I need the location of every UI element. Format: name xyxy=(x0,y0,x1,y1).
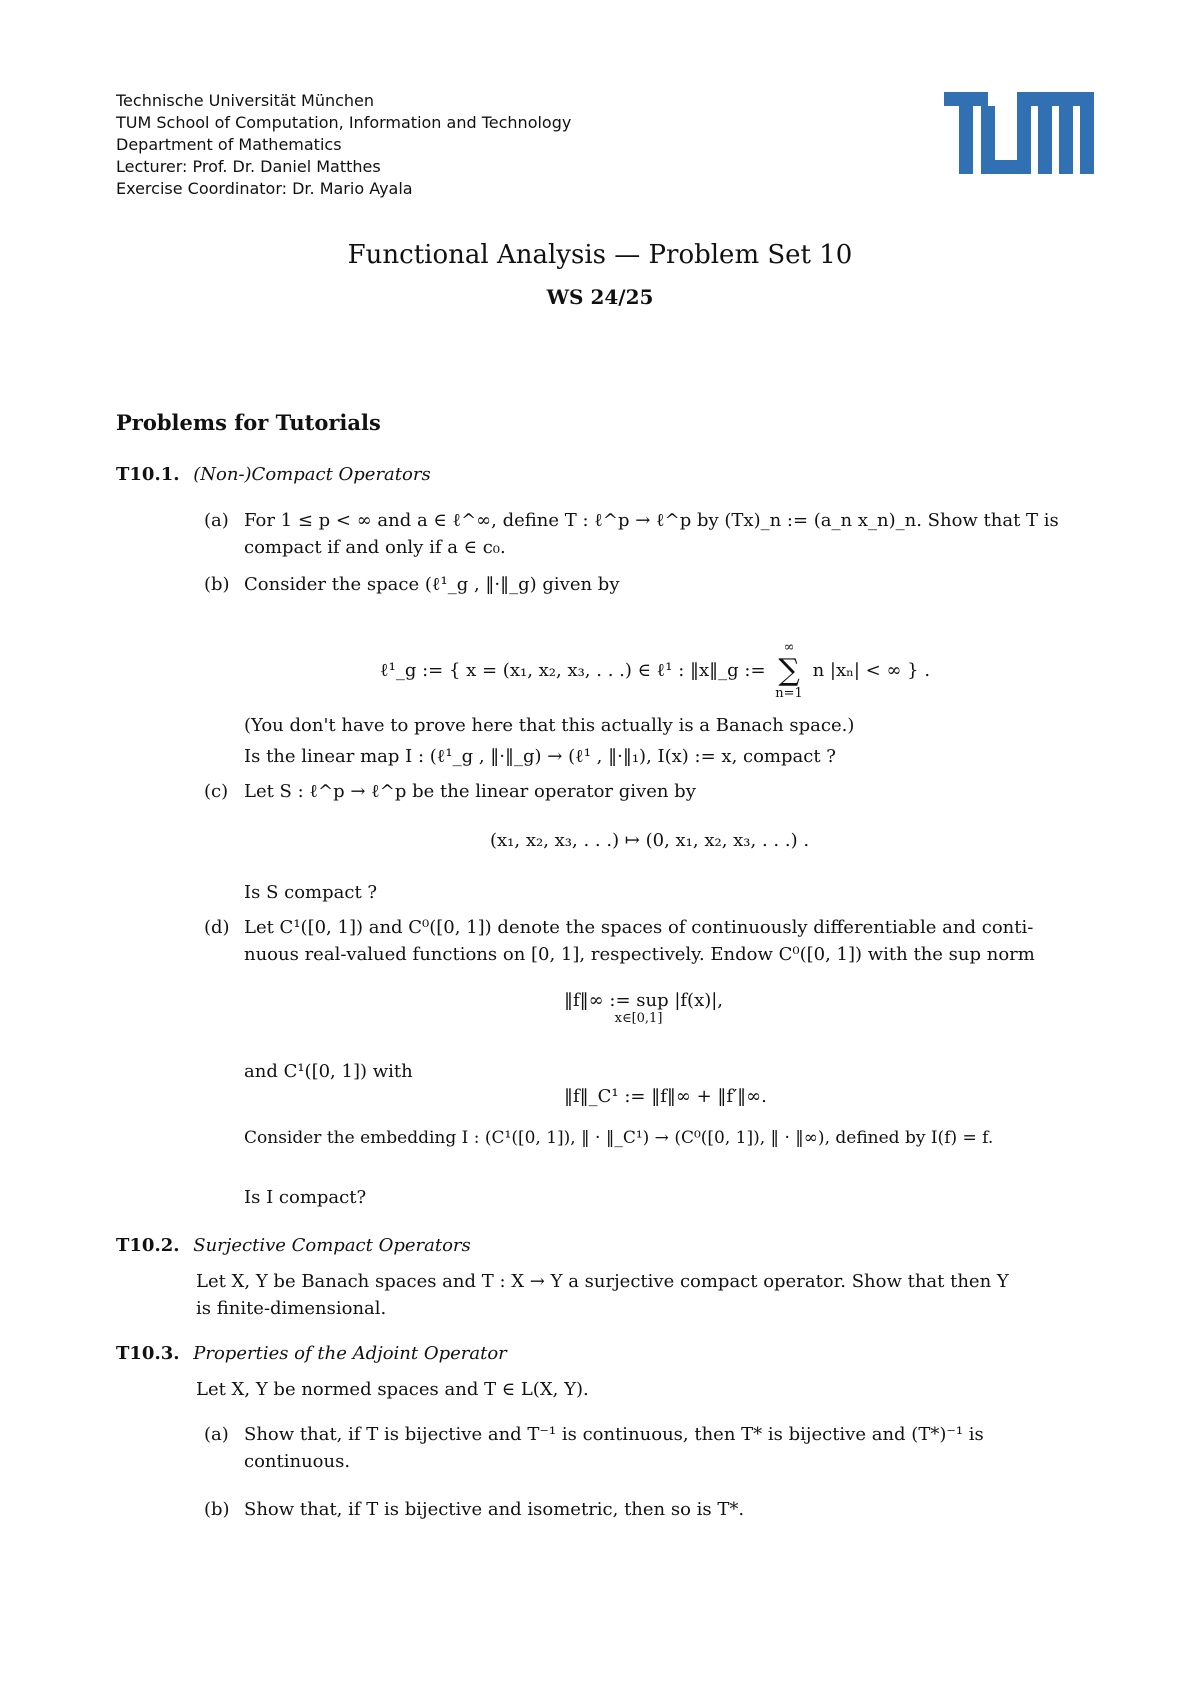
part-label: (b) xyxy=(204,1499,230,1520)
problem-text: Consider the embedding I : (C¹([0, 1]), ‖ · ‖_C¹) → (C⁰([0, 1]), ‖ · ‖∞), defined by I(f) = f. xyxy=(244,1128,994,1148)
part-label: (a) xyxy=(204,510,229,531)
problem-text: For 1 ≤ p < ∞ and a ∈ ℓ^∞, define T : ℓ^p → ℓ^p by (Tx)_n := (a_n x_n)_n. Show that T is xyxy=(244,510,1059,531)
sum-upper: ∞ xyxy=(783,640,795,655)
problem-text: Show that, if T is bijective and isometric, then so is T*. xyxy=(244,1499,745,1520)
problem-text: and C¹([0, 1]) with xyxy=(244,1061,413,1082)
math-formula: ‖f‖_C¹ := ‖f‖∞ + ‖f′‖∞. xyxy=(564,1086,767,1107)
part-label: (c) xyxy=(204,781,229,802)
part-label: (b) xyxy=(204,574,230,595)
problem-text: Let C¹([0, 1]) and C⁰([0, 1]) denote the spaces of continuously differentiable and conti- xyxy=(244,917,1034,938)
math-formula xyxy=(380,640,930,702)
sum-lower: n=1 xyxy=(775,686,803,701)
problem-name: (Non-)Compact Operators xyxy=(193,464,431,485)
problem-heading xyxy=(116,1232,471,1259)
problem-name: Properties of the Adjoint Operator xyxy=(193,1343,507,1364)
problem-text: Let S : ℓ^p → ℓ^p be the linear operator given by xyxy=(244,781,696,802)
math-formula xyxy=(564,990,723,1026)
part-label: (a) xyxy=(204,1424,229,1445)
part-label: (d) xyxy=(204,917,230,938)
page-title: Functional Analysis — Problem Set 10 xyxy=(347,240,853,270)
formula-text: n |xₙ| < ∞ } . xyxy=(812,660,931,681)
formula-subscript: x∈[0,1] xyxy=(614,1011,663,1026)
page-subtitle: WS 24/25 xyxy=(546,285,654,309)
problem-text: compact if and only if a ∈ c₀. xyxy=(244,537,506,558)
problem-heading xyxy=(116,1340,507,1367)
header-line: Technische Universität München xyxy=(116,91,375,110)
formula-text: ℓ¹_g := { x = (x₁, x₂, x₃, . . .) ∈ ℓ¹ : ‖x‖_g := xyxy=(380,660,766,681)
header-line: Exercise Coordinator: Dr. Mario Ayala xyxy=(116,179,413,198)
header-line: Lecturer: Prof. Dr. Daniel Matthes xyxy=(116,157,381,176)
tum-logo xyxy=(944,92,1094,174)
problem-name: Surjective Compact Operators xyxy=(193,1235,471,1256)
section-heading: Problems for Tutorials xyxy=(116,410,381,435)
formula-text: ‖f‖∞ := sup |f(x)|, xyxy=(564,990,724,1011)
problem-text: Consider the space (ℓ¹_g , ‖·‖_g) given by xyxy=(244,574,620,595)
header-line: TUM School of Computation, Information and Technology xyxy=(116,113,572,132)
summation: ∞ ∑ n=1 xyxy=(775,640,803,701)
header-line: Department of Mathematics xyxy=(116,135,342,154)
problem-text: nuous real-valued functions on [0, 1], respectively. Endow C⁰([0, 1]) with the sup norm xyxy=(244,944,1035,965)
problem-label: T10.2. xyxy=(116,1235,180,1256)
problem-text: Show that, if T is bijective and T⁻¹ is continuous, then T* is bijective and (T*)⁻¹ is xyxy=(244,1424,984,1445)
problem-heading xyxy=(116,461,431,488)
problem-text: Is I compact? xyxy=(244,1187,367,1208)
problem-text: Is S compact ? xyxy=(244,882,378,903)
problem-text: (You don't have to prove here that this actually is a Banach space.) xyxy=(244,715,855,736)
problem-text: is finite-dimensional. xyxy=(196,1298,387,1319)
problem-text: Is the linear map I : (ℓ¹_g , ‖·‖_g) → (ℓ¹ , ‖·‖₁), I(x) := x, compact ? xyxy=(244,746,836,767)
problem-text: continuous. xyxy=(244,1451,351,1472)
institution-header xyxy=(116,90,571,200)
problem-text: Let X, Y be Banach spaces and T : X → Y a surjective compact operator. Show that then Y xyxy=(196,1271,1009,1292)
problem-text: Let X, Y be normed spaces and T ∈ L(X, Y). xyxy=(196,1379,589,1400)
problem-label: T10.1. xyxy=(116,464,180,485)
math-formula: (x₁, x₂, x₃, . . .) ↦ (0, x₁, x₂, x₃, . . .) . xyxy=(490,830,810,851)
problem-label: T10.3. xyxy=(116,1343,180,1364)
